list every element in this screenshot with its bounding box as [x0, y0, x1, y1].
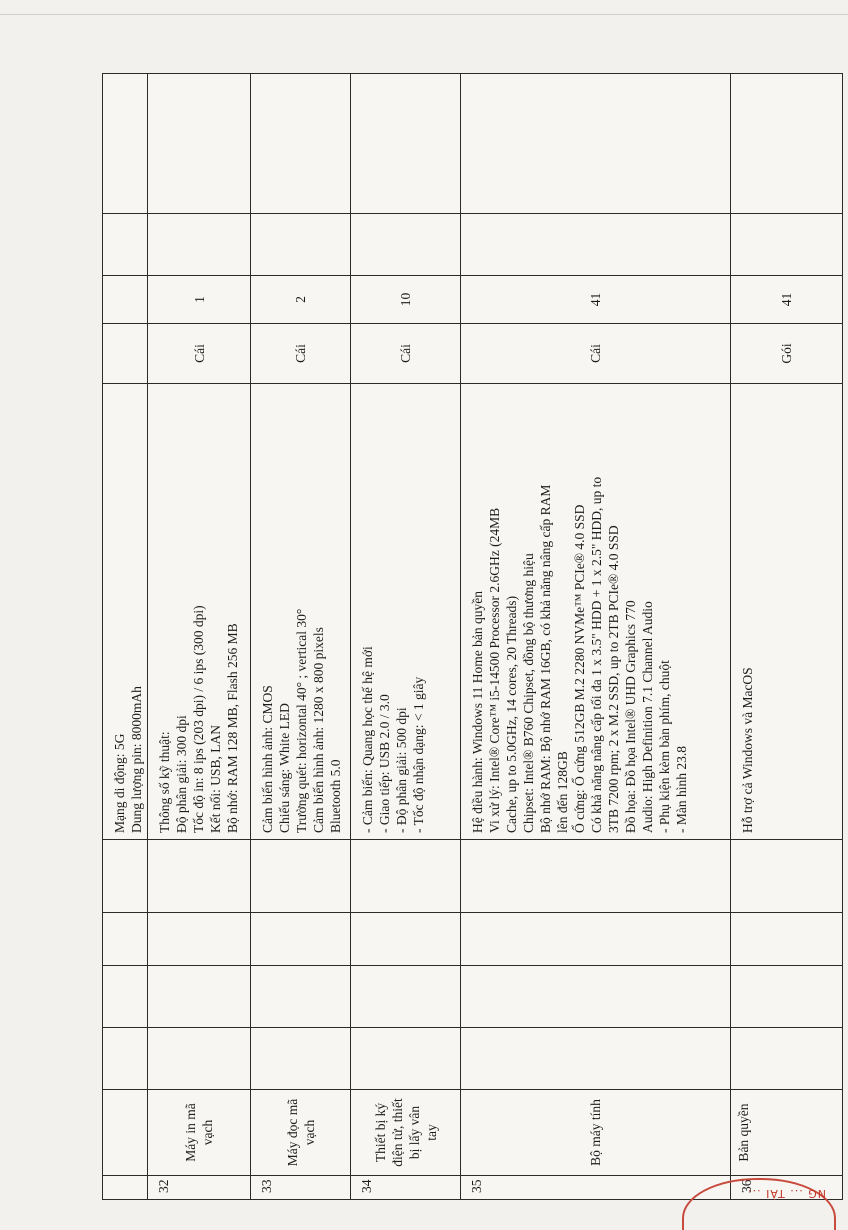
spec-line: - Phụ kiện kèm bàn phím, chuột — [657, 660, 672, 833]
spec-line: Chipset: Intel® B760 Chipset, đồng bộ thương hiệu — [521, 553, 536, 833]
empty-cell — [251, 214, 351, 276]
empty-cell — [148, 1028, 251, 1090]
empty-cell — [103, 966, 148, 1028]
unit-cell: Cái — [148, 324, 251, 384]
table-row — [461, 74, 731, 1200]
item-name: Máy đọc mã vạch — [251, 1090, 351, 1176]
item-name: Thiết bị ký điện tử, thiết bị lấy vân tay — [351, 1090, 461, 1176]
empty-cell — [148, 214, 251, 276]
spec-cell — [251, 384, 351, 840]
empty-cell — [461, 1028, 731, 1090]
spec-line: Độ phân giải: 300 dpi — [174, 715, 189, 833]
item-name: Bản quyền — [731, 1090, 843, 1176]
spec-cell — [351, 384, 461, 840]
spec-line: - Tốc độ nhận dạng: < 1 giây — [411, 676, 426, 833]
spec-line: Dung lượng pin: 8000mAh — [129, 686, 144, 833]
scan-artifact-line — [0, 14, 848, 15]
empty-cell — [251, 913, 351, 966]
empty-cell — [251, 840, 351, 913]
table-row — [731, 74, 843, 1200]
row-number: 34 — [351, 1176, 461, 1200]
empty-cell — [351, 74, 461, 214]
row-number: 32 — [148, 1176, 251, 1200]
empty-cell — [148, 966, 251, 1028]
empty-cell — [461, 214, 731, 276]
spec-line: - Giao tiếp: USB 2.0 / 3.0 — [377, 694, 392, 833]
empty-cell — [351, 214, 461, 276]
empty-cell — [148, 840, 251, 913]
quantity-cell: 1 — [148, 276, 251, 324]
empty-cell — [103, 74, 148, 214]
empty-cell — [103, 214, 148, 276]
spec-line: Bluetooth 5.0 — [328, 759, 343, 833]
spec-line: Bộ nhớ RAM: Bộ nhớ RAM 16GB, có khả năng nâng cấp RAM — [538, 484, 553, 833]
empty-cell — [251, 74, 351, 214]
rotated-page — [102, 74, 829, 1200]
spec-line: Có khả năng nâng cấp tối đa 1 x 3.5" HDD + 1 x 2.5" HDD, up to — [589, 476, 604, 833]
unit-cell: Gói — [731, 324, 843, 384]
quantity-cell: 41 — [731, 276, 843, 324]
empty-cell — [351, 840, 461, 913]
unit-cell: Cái — [351, 324, 461, 384]
spec-line: - Cảm biến: Quang học thế hệ mới — [360, 646, 375, 833]
spec-line: Mạng di động: 5G — [112, 733, 127, 833]
empty-cell — [731, 840, 843, 913]
unit-cell: Cái — [251, 324, 351, 384]
empty-cell — [461, 913, 731, 966]
empty-cell — [148, 74, 251, 214]
spec-line: Cảm biến hình ảnh: CMOS — [260, 685, 275, 833]
empty-cell — [148, 913, 251, 966]
quantity-cell: 2 — [251, 276, 351, 324]
item-name — [103, 1090, 148, 1176]
spec-line: Trường quét: horizontal 40° ; vertical 30° — [294, 608, 309, 833]
empty-cell — [103, 913, 148, 966]
spec-line: Kết nối: USB, LAN — [208, 725, 223, 833]
empty-cell — [351, 913, 461, 966]
spec-line: 3TB 7200 rpm; 2 x M.2 SSD, up to 2TB PCIe® 4.0 SSD — [606, 525, 621, 833]
spec-line: Bộ nhớ: RAM 128 MB, Flash 256 MB — [225, 623, 240, 833]
empty-cell — [461, 966, 731, 1028]
row-number — [103, 1176, 148, 1200]
spec-line: Vi xử lý: Intel® Core™ i5-14500 Processor 2.6GHz (24MB — [487, 507, 502, 833]
empty-cell — [731, 966, 843, 1028]
spec-line: Hỗ trợ cả Windows và MacOS — [740, 667, 755, 833]
spec-line: lên đến 128GB — [555, 751, 570, 833]
empty-cell — [461, 840, 731, 913]
empty-cell — [351, 966, 461, 1028]
item-name: Máy in mã vạch — [148, 1090, 251, 1176]
spec-line: Tốc độ in: 8 ips (203 dpi) / 6 ips (300 dpi) — [191, 605, 206, 833]
spec-line: Ổ cứng: Ổ cứng 512GB M.2 2280 NVMe™ PCIe® 4.0 SSD — [572, 504, 587, 833]
spec-line: Thông số kỹ thuật: — [157, 731, 172, 833]
table-row — [351, 74, 461, 1200]
spec-line: Hệ điều hành: Windows 11 Home bản quyền — [470, 590, 485, 833]
spec-cell — [148, 384, 251, 840]
empty-cell — [731, 214, 843, 276]
spec-line: Đồ họa: Đồ họa Intel® UHD Graphics 770 — [623, 600, 638, 833]
spec-cell — [731, 384, 843, 840]
spec-line: - Màn hình 23.8 — [674, 746, 689, 833]
empty-cell — [461, 74, 731, 214]
row-number: 36 — [731, 1176, 843, 1200]
equipment-spec-table — [102, 73, 843, 1200]
empty-cell — [351, 1028, 461, 1090]
row-number: 35 — [461, 1176, 731, 1200]
spec-cell — [103, 384, 148, 840]
empty-cell — [103, 1028, 148, 1090]
spec-line: Cảm biến hình ảnh: 1280 x 800 pixels — [311, 627, 326, 833]
spec-line: Audio: High Definition 7.1 Channel Audio — [640, 601, 655, 833]
empty-cell — [731, 1028, 843, 1090]
spec-cell — [461, 384, 731, 840]
spec-line: Cache, up to 5.0GHz, 14 cores, 20 Threads) — [504, 595, 519, 833]
spec-line: - Độ phân giải: 500 dpi — [394, 707, 409, 833]
table-row — [148, 74, 251, 1200]
table-row — [251, 74, 351, 1200]
red-stamp-text: NG ... TÀI ... — [747, 1187, 826, 1200]
quantity-cell: 41 — [461, 276, 731, 324]
quantity-cell — [103, 276, 148, 324]
empty-cell — [731, 74, 843, 214]
row-number: 33 — [251, 1176, 351, 1200]
unit-cell: Cái — [461, 324, 731, 384]
empty-cell — [251, 966, 351, 1028]
empty-cell — [731, 913, 843, 966]
spec-line: Chiếu sáng: White LED — [277, 703, 292, 833]
unit-cell — [103, 324, 148, 384]
table-row — [103, 74, 148, 1200]
quantity-cell: 10 — [351, 276, 461, 324]
empty-cell — [251, 1028, 351, 1090]
empty-cell — [103, 840, 148, 913]
item-name: Bộ máy tính — [461, 1090, 731, 1176]
